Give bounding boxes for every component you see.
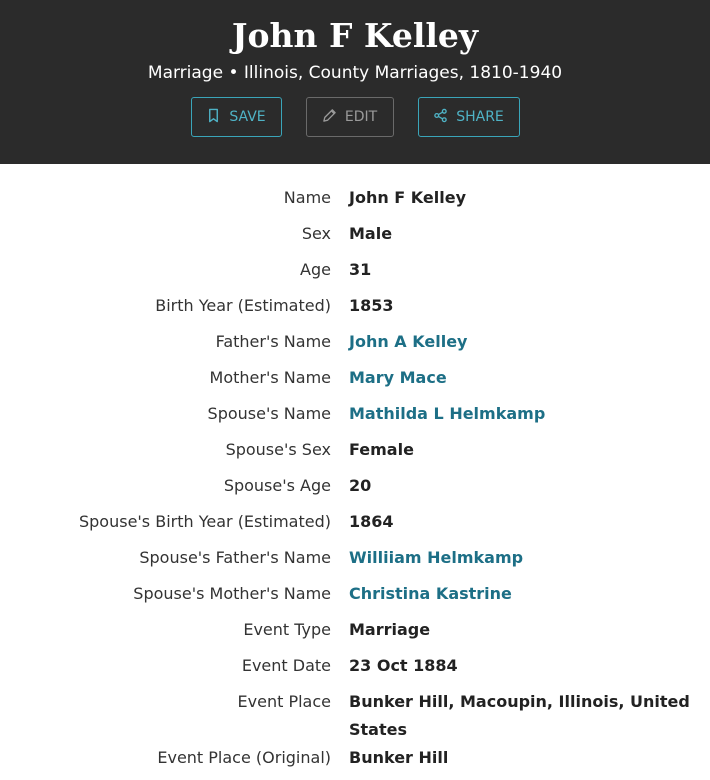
field-label: Spouse's Sex (225, 440, 331, 459)
field-value: 1864 (349, 512, 394, 531)
record-row (0, 220, 710, 256)
record-header (0, 0, 710, 164)
field-label: Name (283, 188, 331, 207)
field-value: Female (349, 440, 414, 459)
field-value: 20 (349, 476, 372, 495)
bookmark-icon (206, 108, 221, 127)
field-label: Event Place (237, 692, 331, 711)
field-value: 23 Oct 1884 (349, 656, 458, 675)
record-row (0, 400, 710, 436)
field-label: Spouse's Father's Name (139, 548, 331, 567)
field-label: Father's Name (215, 332, 331, 351)
save-button-label: SAVE (229, 109, 266, 125)
record-row (0, 256, 710, 292)
record-row (0, 652, 710, 688)
field-label: Birth Year (Estimated) (155, 296, 331, 315)
field-value-link[interactable]: John A Kelley (349, 332, 468, 351)
share-button-label: SHARE (456, 109, 504, 125)
field-value-link[interactable]: Mary Mace (349, 368, 447, 387)
action-bar (0, 97, 710, 137)
field-label: Sex (301, 224, 331, 243)
edit-button-label: EDIT (344, 109, 378, 125)
field-label: Event Type (243, 620, 331, 639)
field-value-link[interactable]: Williiam Helmkamp (349, 548, 524, 567)
share-icon (433, 108, 448, 127)
field-label: Event Date (241, 656, 331, 675)
record-row (0, 472, 710, 508)
record-row (0, 436, 710, 472)
record-row (0, 544, 710, 580)
record-row (0, 292, 710, 328)
field-label: Spouse's Mother's Name (133, 584, 331, 603)
record-row (0, 616, 710, 652)
field-value: John F Kelley (349, 188, 467, 207)
record-row (0, 328, 710, 364)
field-label: Event Place (Original) (157, 748, 331, 767)
page-title: John F Kelley (231, 16, 479, 55)
pencil-icon (322, 108, 337, 127)
field-value-link[interactable]: Christina Kastrine (349, 584, 512, 603)
field-value: 1853 (349, 296, 394, 315)
field-value-link[interactable]: Mathilda L Helmkamp (349, 404, 546, 423)
save-button[interactable] (191, 97, 282, 137)
record-row (0, 364, 710, 400)
record-row (0, 508, 710, 544)
record-details (0, 164, 710, 780)
record-subtitle: Marriage • Illinois, County Marriages, 1810-1940 (147, 63, 563, 83)
field-value: Marriage (349, 620, 431, 639)
field-value: 31 (349, 260, 372, 279)
field-value: Bunker Hill, Macoupin, Illinois, United States (349, 692, 690, 739)
record-row (0, 580, 710, 616)
share-button[interactable] (418, 97, 520, 137)
field-label: Spouse's Age (223, 476, 331, 495)
field-value: Male (349, 224, 393, 243)
record-row (0, 184, 710, 220)
edit-button[interactable] (306, 97, 394, 137)
field-label: Age (300, 260, 331, 279)
field-label: Mother's Name (209, 368, 331, 387)
field-value: Bunker Hill (349, 748, 449, 767)
record-row (0, 744, 710, 780)
field-label: Spouse's Birth Year (Estimated) (78, 512, 331, 531)
field-label: Spouse's Name (207, 404, 331, 423)
record-row (0, 688, 710, 744)
